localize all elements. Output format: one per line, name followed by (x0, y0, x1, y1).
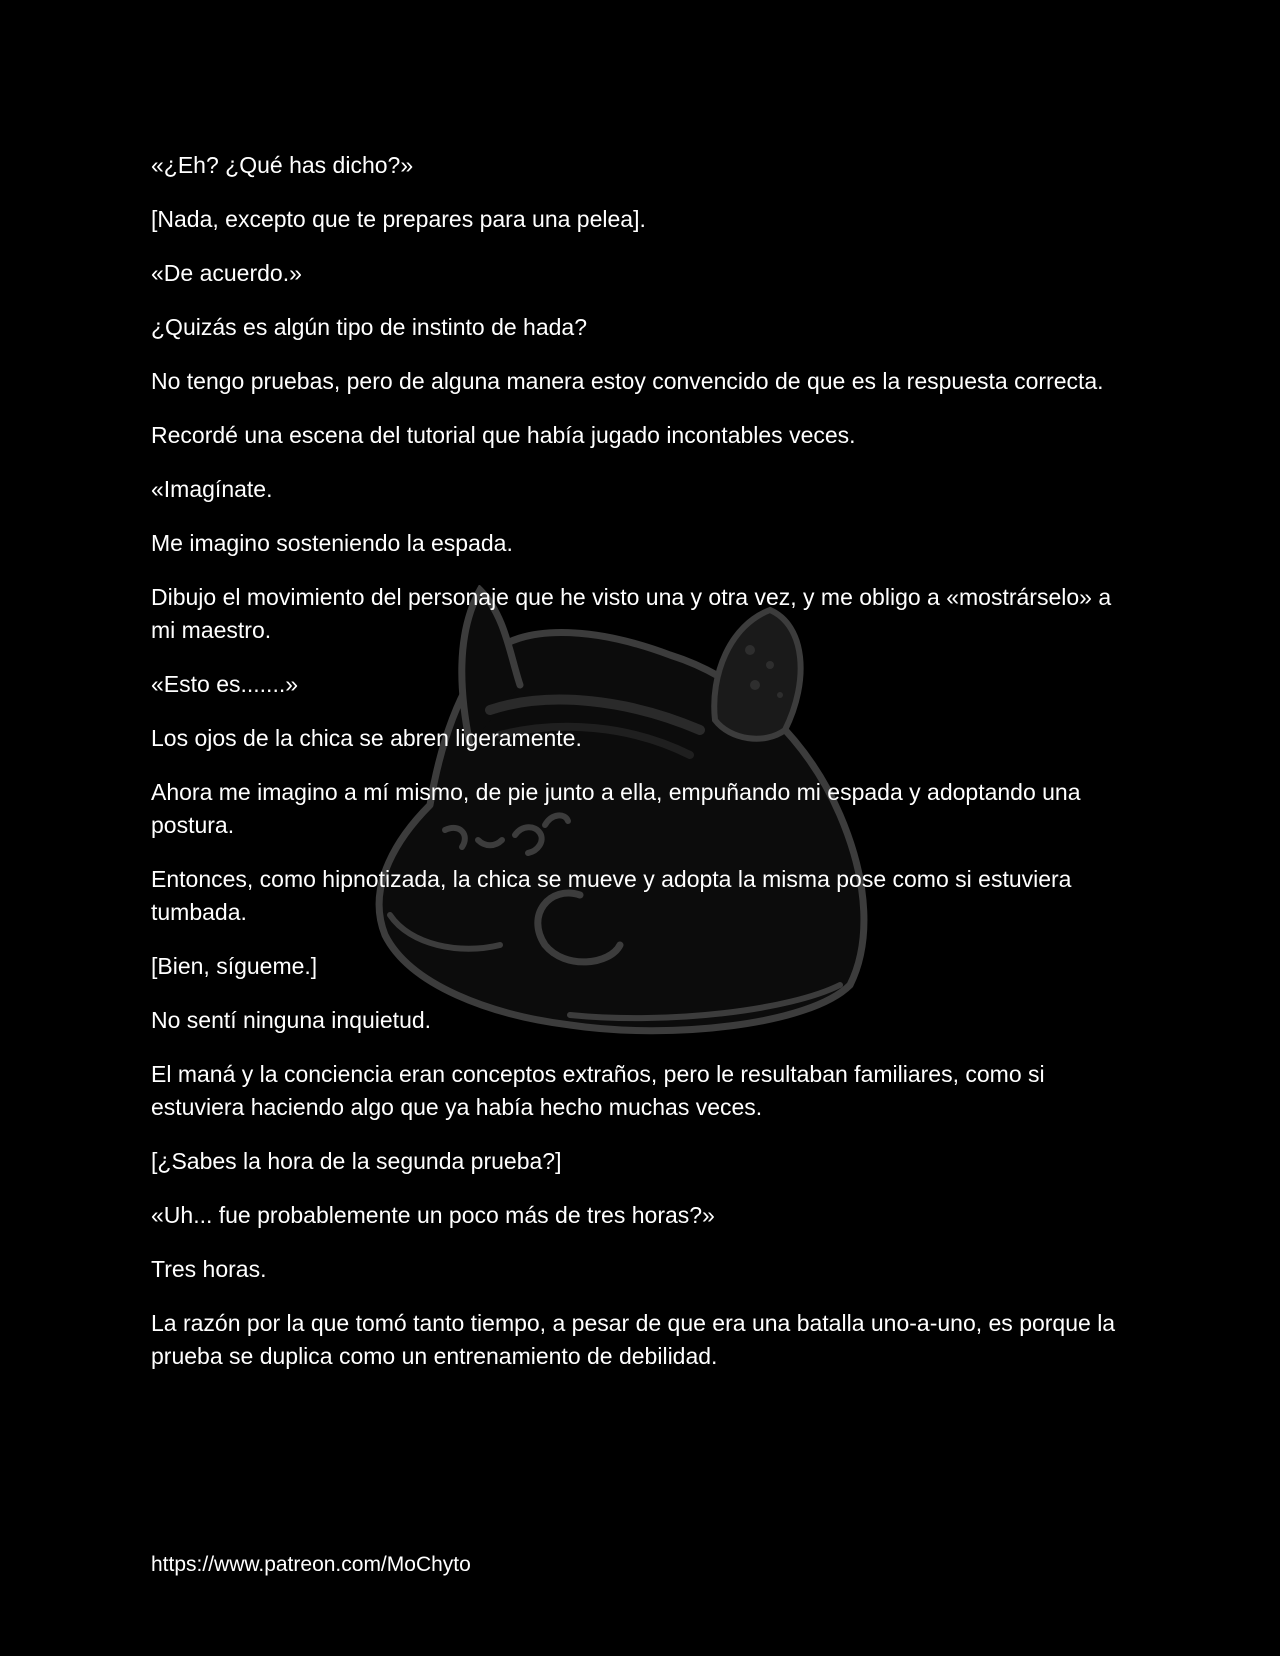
paragraph: Recordé una escena del tutorial que había jugado incontables veces. (151, 422, 856, 448)
paragraph: Los ojos de la chica se abren ligeramente. (151, 725, 582, 751)
paragraph: Ahora me imagino a mí mismo, de pie junto a ella, empuñando mi espada y adoptando una postura. (151, 779, 1081, 838)
paragraph: [Bien, sígueme.] (151, 953, 318, 979)
paragraph: [Nada, excepto que te prepares para una pelea]. (151, 206, 646, 232)
paragraph: El maná y la conciencia eran conceptos extraños, pero le resultaban familiares, como si estuviera haciendo algo que ya había hecho muchas veces. (151, 1061, 1045, 1120)
paragraph: «Imagínate. (151, 476, 273, 502)
paragraph: «De acuerdo.» (151, 260, 302, 286)
paragraph: Dibujo el movimiento del personaje que he visto una y otra vez, y me obligo a «mostrárselo» a mi maestro. (151, 584, 1112, 643)
paragraph: Entonces, como hipnotizada, la chica se mueve y adopta la misma pose como si estuviera tumbada. (151, 866, 1072, 925)
paragraph: «Uh... fue probablemente un poco más de tres horas?» (151, 1202, 715, 1228)
paragraph: «Esto es.......» (151, 671, 299, 697)
paragraph: Tres horas. (151, 1256, 267, 1282)
paragraph: No tengo pruebas, pero de alguna manera estoy convencido de que es la respuesta correcta. (151, 368, 1104, 394)
paragraph: ¿Quizás es algún tipo de instinto de hada? (151, 314, 588, 340)
paragraph: «¿Eh? ¿Qué has dicho?» (151, 152, 414, 178)
paragraph: La razón por la que tomó tanto tiempo, a pesar de que era una batalla uno-a-uno, es porque la prueba se duplica como un entrenamiento de debilidad. (151, 1310, 1116, 1369)
chapter-text (151, 149, 1141, 1394)
paragraph: [¿Sabes la hora de la segunda prueba?] (151, 1148, 562, 1174)
patreon-link[interactable]: https://www.patreon.com/MoChyto (151, 1553, 471, 1576)
paragraph: No sentí ninguna inquietud. (151, 1007, 432, 1033)
paragraph: Me imagino sosteniendo la espada. (151, 530, 513, 556)
